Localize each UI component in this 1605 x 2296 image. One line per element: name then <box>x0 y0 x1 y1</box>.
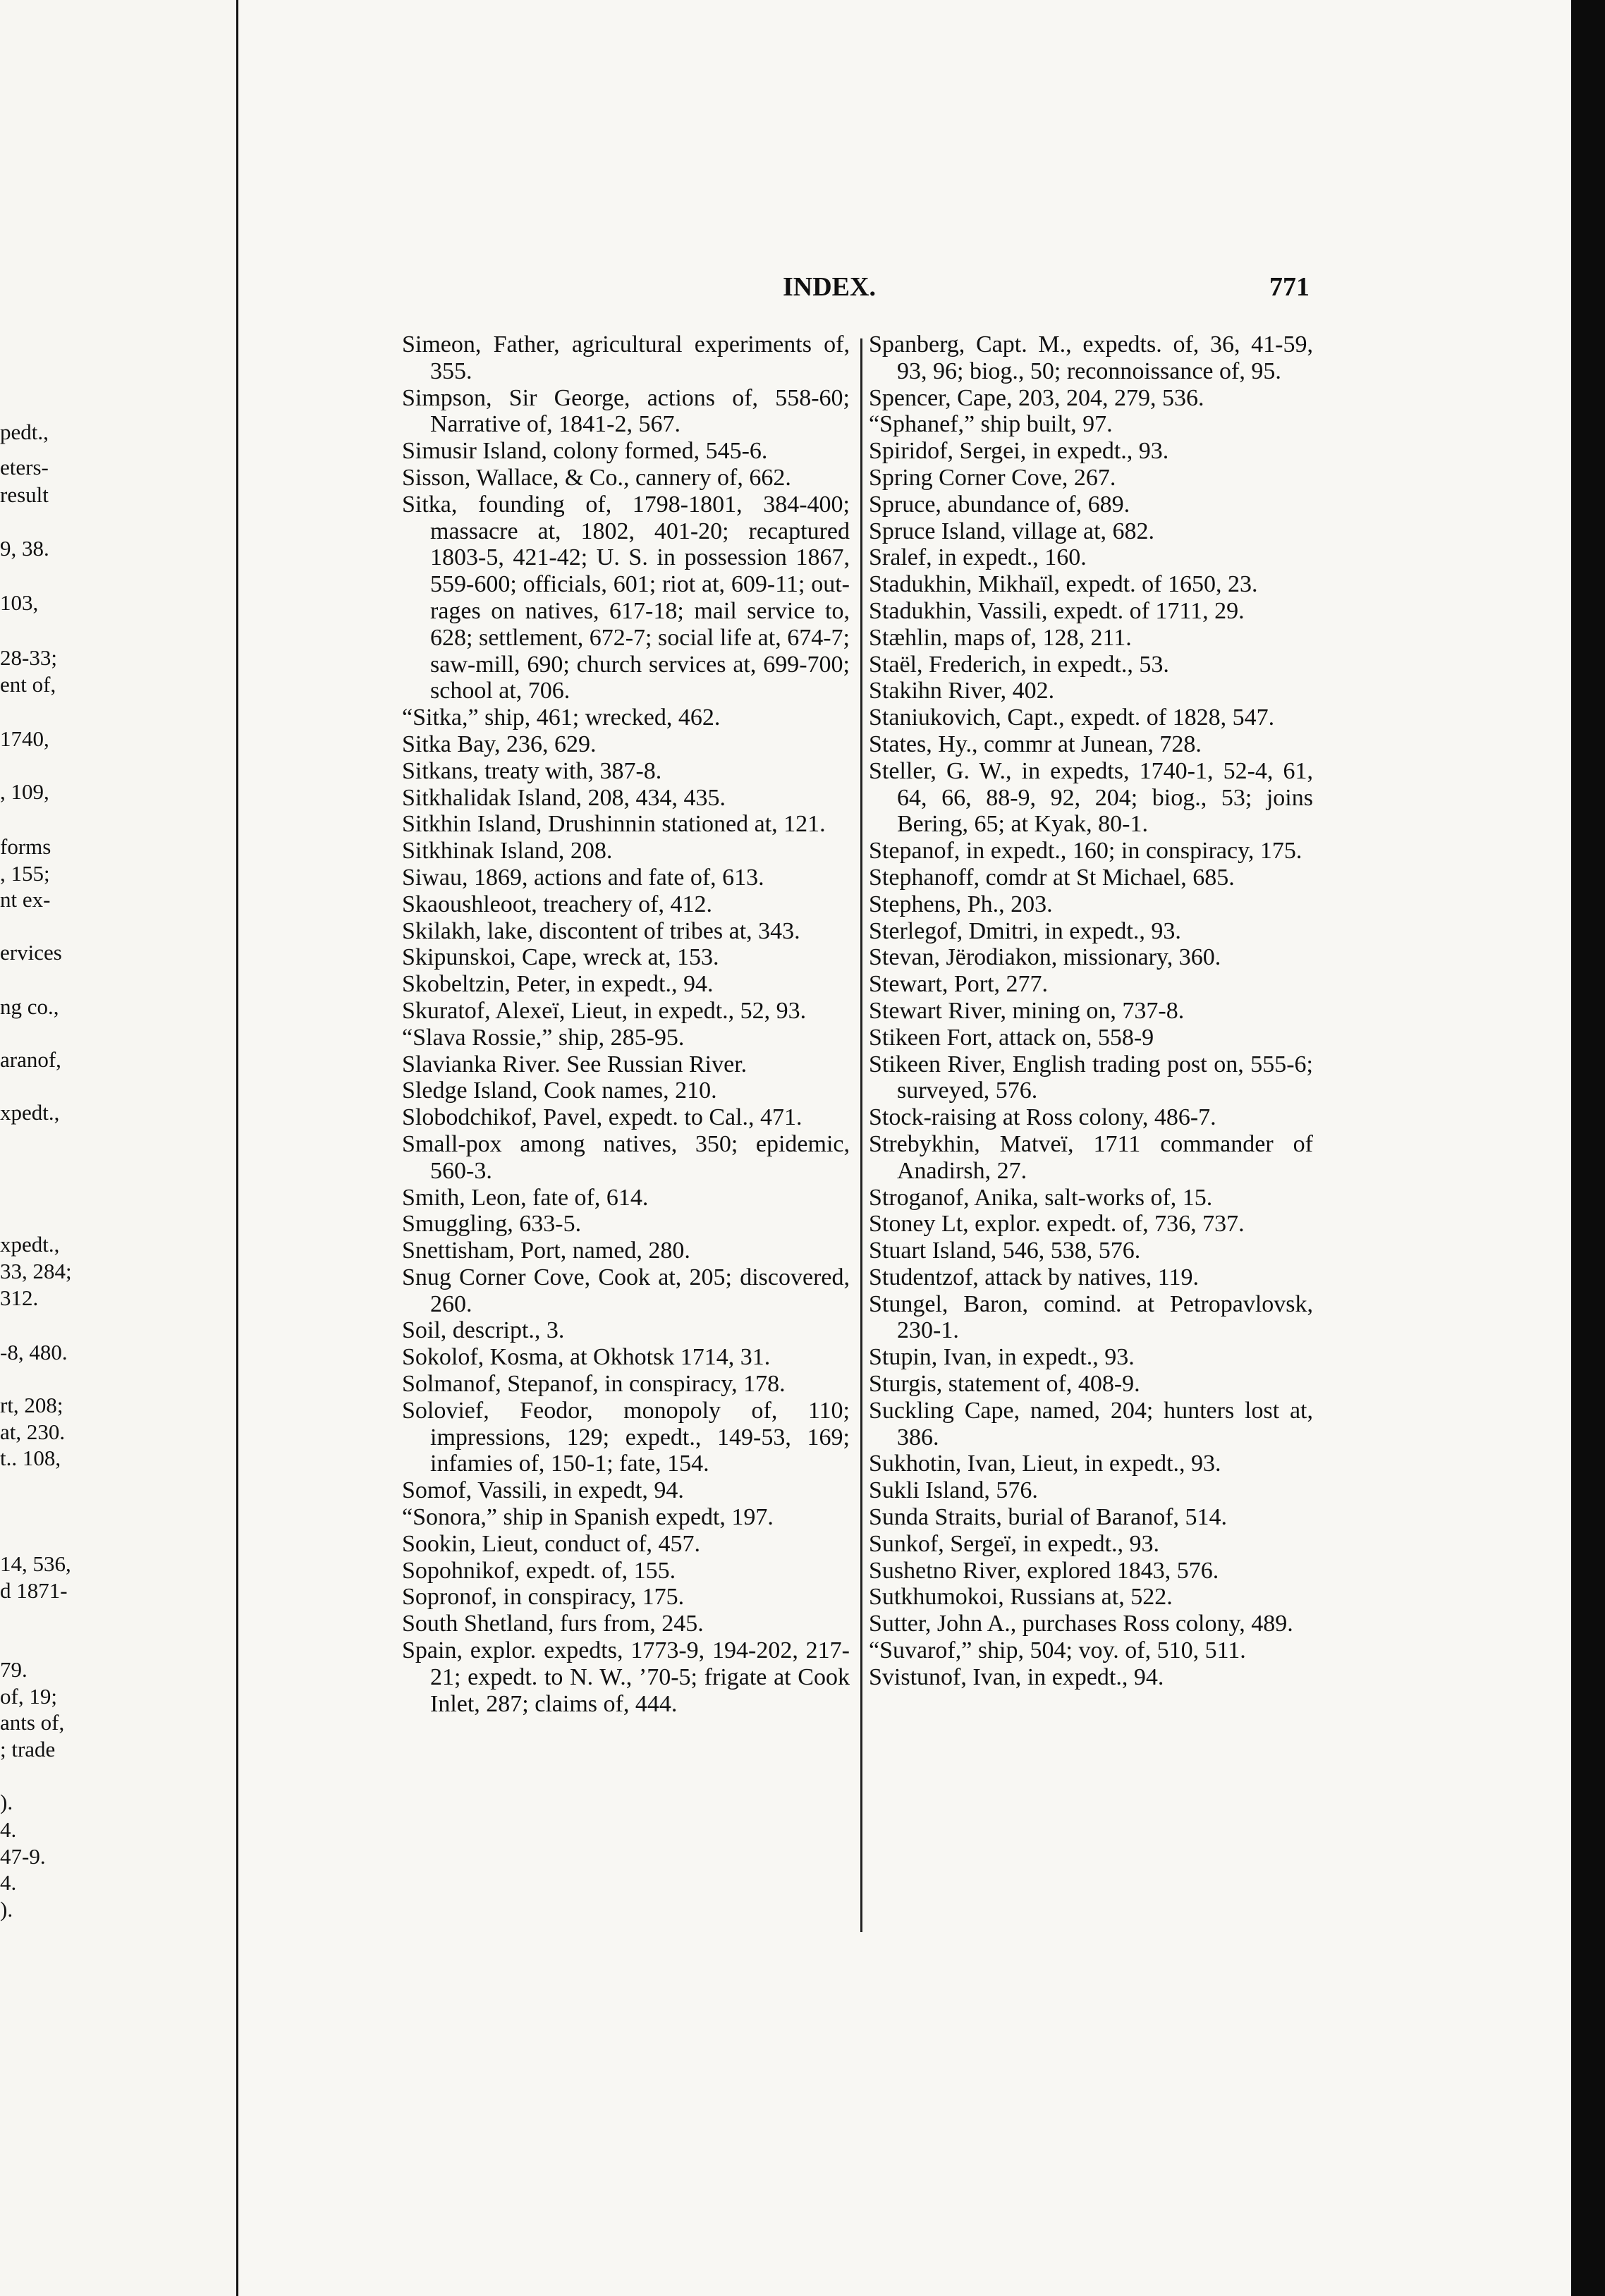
index-entry: Simpson, Sir George, actions of, 558-60; Narrative of, 1841-2, 567. <box>402 384 850 438</box>
left-fragment: xpedt., <box>0 1232 60 1257</box>
index-entry: “Sitka,” ship, 461; wrecked, 462. <box>402 704 721 731</box>
index-entry: Somof, Vassili, in expedt, 94. <box>402 1477 684 1504</box>
left-fragment: at, 230. <box>0 1419 66 1444</box>
left-fragment: -8, 480. <box>0 1340 68 1364</box>
index-entry: Stewart, Port, 277. <box>869 971 1049 998</box>
left-fragment: eters- <box>0 455 49 480</box>
index-entry: Slavianka River. See Russian River. <box>402 1051 747 1077</box>
left-fragment: ). <box>0 1897 13 1922</box>
index-entry: Sitkhin Island, Drushinnin stationed at, 121. <box>402 811 826 838</box>
left-fragment: 4. <box>0 1817 17 1842</box>
left-fragment: ng co., <box>0 994 59 1019</box>
index-entry: Staël, Frederich, in expedt., 53. <box>869 651 1169 678</box>
index-entry: Stuart Island, 546, 538, 576. <box>869 1238 1141 1264</box>
index-entry: Spring Corner Cove, 267. <box>869 464 1116 491</box>
page-number: 771 <box>1269 272 1310 302</box>
index-entry: Skobeltzin, Peter, in expedt., 94. <box>402 971 714 998</box>
index-entry: Solovief, Feodor, monopoly of, 110; impressions, 129; expedt., 149-53, 169; infamies of, 150-1; fate, 154. <box>402 1397 850 1477</box>
left-fragment: 9, 38. <box>0 536 49 561</box>
index-entry: Sokolof, Kosma, at Okhotsk 1714, 31. <box>402 1344 771 1371</box>
left-fragment: ; trade <box>0 1737 56 1761</box>
index-entry: Sitka Bay, 236, 629. <box>402 731 597 757</box>
index-entry: Stephens, Ph., 203. <box>869 891 1053 917</box>
index-entry: Smuggling, 633-5. <box>402 1211 582 1238</box>
index-entry: Sisson, Wallace, & Co., cannery of, 662. <box>402 464 791 491</box>
index-entry: Stepanof, in expedt., 160; in conspiracy, 175. <box>869 838 1302 865</box>
left-fragment: result <box>0 482 49 507</box>
index-entry: Small-pox among natives, 350; epidemic, 560-3. <box>402 1130 850 1184</box>
index-entry: Stakihn River, 402. <box>869 678 1055 704</box>
scan-edge <box>1571 0 1605 2296</box>
left-fragment: 312. <box>0 1286 39 1310</box>
index-entry: Skaoushleoot, treachery of, 412. <box>402 891 712 917</box>
left-fragment: 103, <box>0 590 39 615</box>
left-fragment: 33, 284; <box>0 1259 72 1283</box>
left-fragment: t.. 108, <box>0 1446 61 1470</box>
left-fragment: forms <box>0 834 51 859</box>
left-fragment: , 109, <box>0 779 49 804</box>
index-entry: Smith, Leon, fate of, 614. <box>402 1184 649 1211</box>
index-entry: Simeon, Father, agricultural experiments of, 355. <box>402 331 850 384</box>
index-entry: Sukli Island, 576. <box>869 1477 1038 1504</box>
index-entry: Strebykhin, Matveï, 1711 commander of Anadirsh, 27. <box>869 1130 1313 1184</box>
index-entry: Suckling Cape, named, 204; hunters lost at, 386. <box>869 1397 1313 1451</box>
index-entry: Stock-raising at Ross colony, 486-7. <box>869 1104 1216 1131</box>
index-entry: Stungel, Baron, comind. at Petropavlovsk, 230-1. <box>869 1290 1313 1344</box>
index-entry: Sitkans, treaty with, 387-8. <box>402 757 662 784</box>
index-entry: Skilakh, lake, discontent of tribes at, 343. <box>402 917 800 944</box>
index-entry: Siwau, 1869, actions and fate of, 613. <box>402 864 764 891</box>
index-entry: Stadukhin, Vassili, expedt. of 1711, 29. <box>869 597 1245 624</box>
index-column-left <box>402 331 850 1717</box>
index-entry: Simusir Island, colony formed, 545-6. <box>402 438 768 465</box>
index-entry: Sopohnikof, expedt. of, 155. <box>402 1557 676 1584</box>
index-entry: Snettisham, Port, named, 280. <box>402 1238 690 1264</box>
index-column-right <box>869 331 1313 1691</box>
index-entry: “Sonora,” ship in Spanish expedt, 197. <box>402 1504 774 1531</box>
index-entry: “Slava Rossie,” ship, 285-95. <box>402 1024 685 1051</box>
index-entry: Stoney Lt, explor. expedt. of, 736, 737. <box>869 1211 1245 1238</box>
index-entry: States, Hy., commr at Junean, 728. <box>869 731 1202 757</box>
left-fragment: pedt., <box>0 420 49 444</box>
index-entry: Stadukhin, Mikhaïl, expedt. of 1650, 23. <box>869 571 1258 598</box>
left-fragment: 4. <box>0 1870 17 1895</box>
left-fragment: 47-9. <box>0 1844 46 1869</box>
index-entry: Sukhotin, Ivan, Lieut, in expedt., 93. <box>869 1451 1221 1477</box>
index-entry: Spencer, Cape, 203, 204, 279, 536. <box>869 384 1204 411</box>
left-fragment: ). <box>0 1790 13 1814</box>
left-fragment: 1740, <box>0 726 49 751</box>
index-entry: Stikeen Fort, attack on, 558-9 <box>869 1024 1154 1051</box>
index-entry: Sunkof, Sergeï, in expedt., 93. <box>869 1530 1160 1557</box>
index-entry: Stephanoff, comdr at St Michael, 685. <box>869 864 1235 891</box>
left-fragment: 14, 536, <box>0 1551 71 1576</box>
left-fragment: , 155; <box>0 861 50 886</box>
left-fragment: ent of, <box>0 672 56 697</box>
index-entry: Sutter, John A., purchases Ross colony, 489. <box>869 1611 1293 1637</box>
index-entry: Sitka, founding of, 1798-1801, 384-400; massacre at, 1802, 401-20; recaptured 1803-5, 421-42; U. S. in possession 1867, 559-600; officials, 601; riot at, 609-11; outrages on natives, 617-18; mail service to, 628; settlement, 672-7; social life at, 674-7; saw-mill, 690; church services at, 699-700; school at, 706. <box>402 491 850 704</box>
left-fragment: ants of, <box>0 1710 65 1735</box>
index-entry: Sterlegof, Dmitri, in expedt., 93. <box>869 917 1181 944</box>
left-page-edge <box>0 0 236 2296</box>
index-entry: Sookin, Lieut, conduct of, 457. <box>402 1530 701 1557</box>
left-fragment: d 1871- <box>0 1578 68 1603</box>
left-fragment: ervices <box>0 940 62 965</box>
index-entry: Sledge Island, Cook names, 210. <box>402 1077 717 1104</box>
index-entry: Sitkhinak Island, 208. <box>402 838 613 865</box>
index-entry: Solmanof, Stepanof, in conspiracy, 178. <box>402 1371 786 1398</box>
left-fragment: aranof, <box>0 1047 61 1072</box>
index-entry: Snug Corner Cove, Cook at, 205; discovered, 260. <box>402 1264 850 1317</box>
index-entry: Stikeen River, English trading post on, 555-6; surveyed, 576. <box>869 1051 1313 1104</box>
index-entry: “Suvarof,” ship, 504; voy. of, 510, 511. <box>869 1637 1246 1664</box>
index-entry: “Sphanef,” ship built, 97. <box>869 411 1113 438</box>
index-entry: Sralef, in expedt., 160. <box>869 544 1087 571</box>
index-entry: Svistunof, Ivan, in expedt., 94. <box>869 1663 1164 1690</box>
left-fragment: 28-33; <box>0 645 57 670</box>
left-fragment: of, 19; <box>0 1684 57 1709</box>
index-entry: Stupin, Ivan, in expedt., 93. <box>869 1344 1135 1371</box>
left-fragment: 79. <box>0 1657 28 1682</box>
index-entry: Studentzof, attack by natives, 119. <box>869 1264 1200 1290</box>
index-entry: Slobodchikof, Pavel, expedt. to Cal., 471. <box>402 1104 802 1131</box>
index-entry: Soil, descript., 3. <box>402 1317 565 1344</box>
index-entry: Sitkhalidak Island, 208, 434, 435. <box>402 784 726 811</box>
index-entry: Steller, G. W., in expedts, 1740-1, 52-4, 61, 64, 66, 88-9, 92, 204; biog., 53; joins Bering, 65; at Kyak, 80-1. <box>869 757 1313 838</box>
index-entry: Skuratof, Alexeï, Lieut, in expedt., 52, 93. <box>402 997 807 1024</box>
index-entry: Skipunskoi, Cape, wreck at, 153. <box>402 944 719 971</box>
index-entry: Stevan, Jërodiakon, missionary, 360. <box>869 944 1221 971</box>
index-entry: South Shetland, furs from, 245. <box>402 1611 704 1637</box>
running-title: INDEX. <box>783 272 876 302</box>
index-entry: Stewart River, mining on, 737-8. <box>869 997 1185 1024</box>
index-entry: Spanberg, Capt. M., expedts. of, 36, 41-59, 93, 96; biog., 50; reconnoissance of, 95. <box>869 331 1313 384</box>
column-divider <box>860 338 862 1932</box>
left-fragment: rt, 208; <box>0 1393 63 1417</box>
index-entry: Staniukovich, Capt., expedt. of 1828, 547. <box>869 704 1275 731</box>
left-fragment: nt ex- <box>0 887 51 912</box>
index-entry: Spruce, abundance of, 689. <box>869 491 1130 518</box>
index-entry: Stroganof, Anika, salt-works of, 15. <box>869 1184 1213 1211</box>
index-entry: Spruce Island, village at, 682. <box>869 518 1155 544</box>
left-fragment: xpedt., <box>0 1100 60 1125</box>
index-entry: Spiridof, Sergei, in expedt., 93. <box>869 438 1169 465</box>
index-entry: Stæhlin, maps of, 128, 211. <box>869 624 1132 651</box>
index-entry: Sturgis, statement of, 408-9. <box>869 1371 1140 1398</box>
index-entry: Spain, explor. expedts, 1773-9, 194-202, 217-21; expedt. to N. W., ’70-5; frigate at Cook Inlet, 287; claims of, 444. <box>402 1637 850 1717</box>
index-entry: Sopronof, in conspiracy, 175. <box>402 1584 685 1611</box>
index-entry: Sushetno River, explored 1843, 576. <box>869 1557 1219 1584</box>
index-entry: Sutkhumokoi, Russians at, 522. <box>869 1584 1173 1611</box>
index-entry: Sunda Straits, burial of Baranof, 514. <box>869 1504 1228 1531</box>
